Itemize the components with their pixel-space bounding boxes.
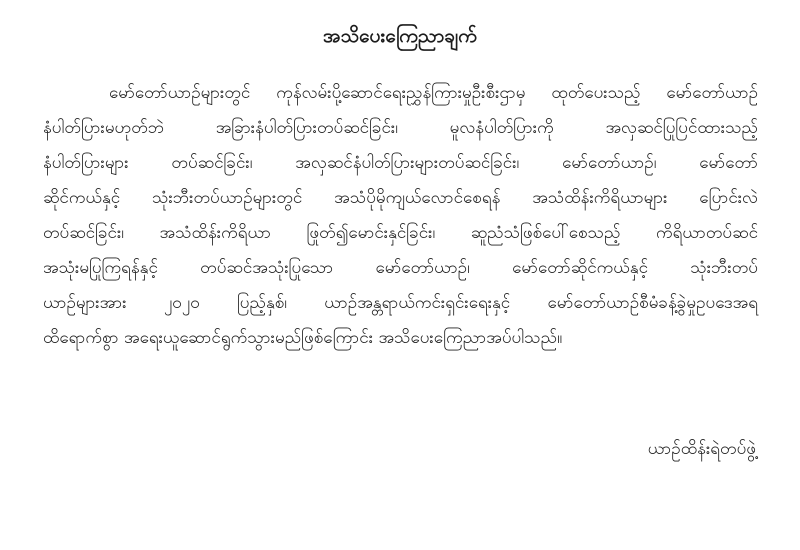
- body-line: မော်တော်ယာဉ်များတွင် ကုန်လမ်းပို့ဆောင်ရေးညွှန်ကြားမှုဦးစီးဌာမှ ထုတ်ပေးသည့် မော်တော်ယာဉ်: [109, 83, 758, 103]
- notice-body: [43, 76, 758, 356]
- body-line: နံပါတ်ပြားများ တပ်ဆင်ခြင်း၊ အလှဆင်နံပါတ်ပြားများတပ်ဆင်ခြင်း၊ မော်တော်ယာဉ်၊ မော်တော်: [43, 153, 758, 173]
- signature-line: ယာဉ်ထိန်းရဲတပ်ဖွဲ့: [647, 439, 756, 459]
- body-line: ဆိုင်ကယ်နှင့် သုံးဘီးတပ်ယာဉ်များတွင် အသံပိုမိုကျယ်လောင်စေရန် အသံထိန်းကိရိယာများ ပြောင်းလဲ: [43, 188, 758, 208]
- body-line: ယာဉ်များအား ၂၀၂၀ ပြည့်နှစ်၊ ယာဉ်အန္တရာယ်ကင်းရှင်းရေးနှင့် မော်တော်ယာဉ်စီမံခန့်ခွဲမှုဥပဒေအရ: [43, 293, 758, 313]
- body-line: ထိရောက်စွာ အရေးယူဆောင်ရွက်သွားမည်ဖြစ်ကြောင်း အသိပေးကြေညာအပ်ပါသည်။: [43, 328, 563, 348]
- body-line: အသုံးမပြုကြရန်နှင့် တပ်ဆင်အသုံးပြုသော မော်တော်ယာဉ်၊ မော်တော်ဆိုင်ကယ်နှင့် သုံးဘီးတပ်: [43, 258, 758, 278]
- body-line: နံပါတ်ပြားမဟုတ်ဘဲ အခြားနံပါတ်ပြားတပ်ဆင်ခြင်း၊ မူလနံပါတ်ပြားကို အလှဆင်ပြုပြင်ထားသည့်: [43, 118, 758, 138]
- body-line: တပ်ဆင်ခြင်း၊ အသံထိန်းကိရိယာ ဖြုတ်၍မောင်းနှင်ခြင်း၊ ဆူညံသံဖြစ်ပေါ်စေသည့် ကိရိယာတပ်ဆင်: [43, 223, 758, 243]
- page-title: အသိပေးကြေညာချက်: [322, 25, 478, 47]
